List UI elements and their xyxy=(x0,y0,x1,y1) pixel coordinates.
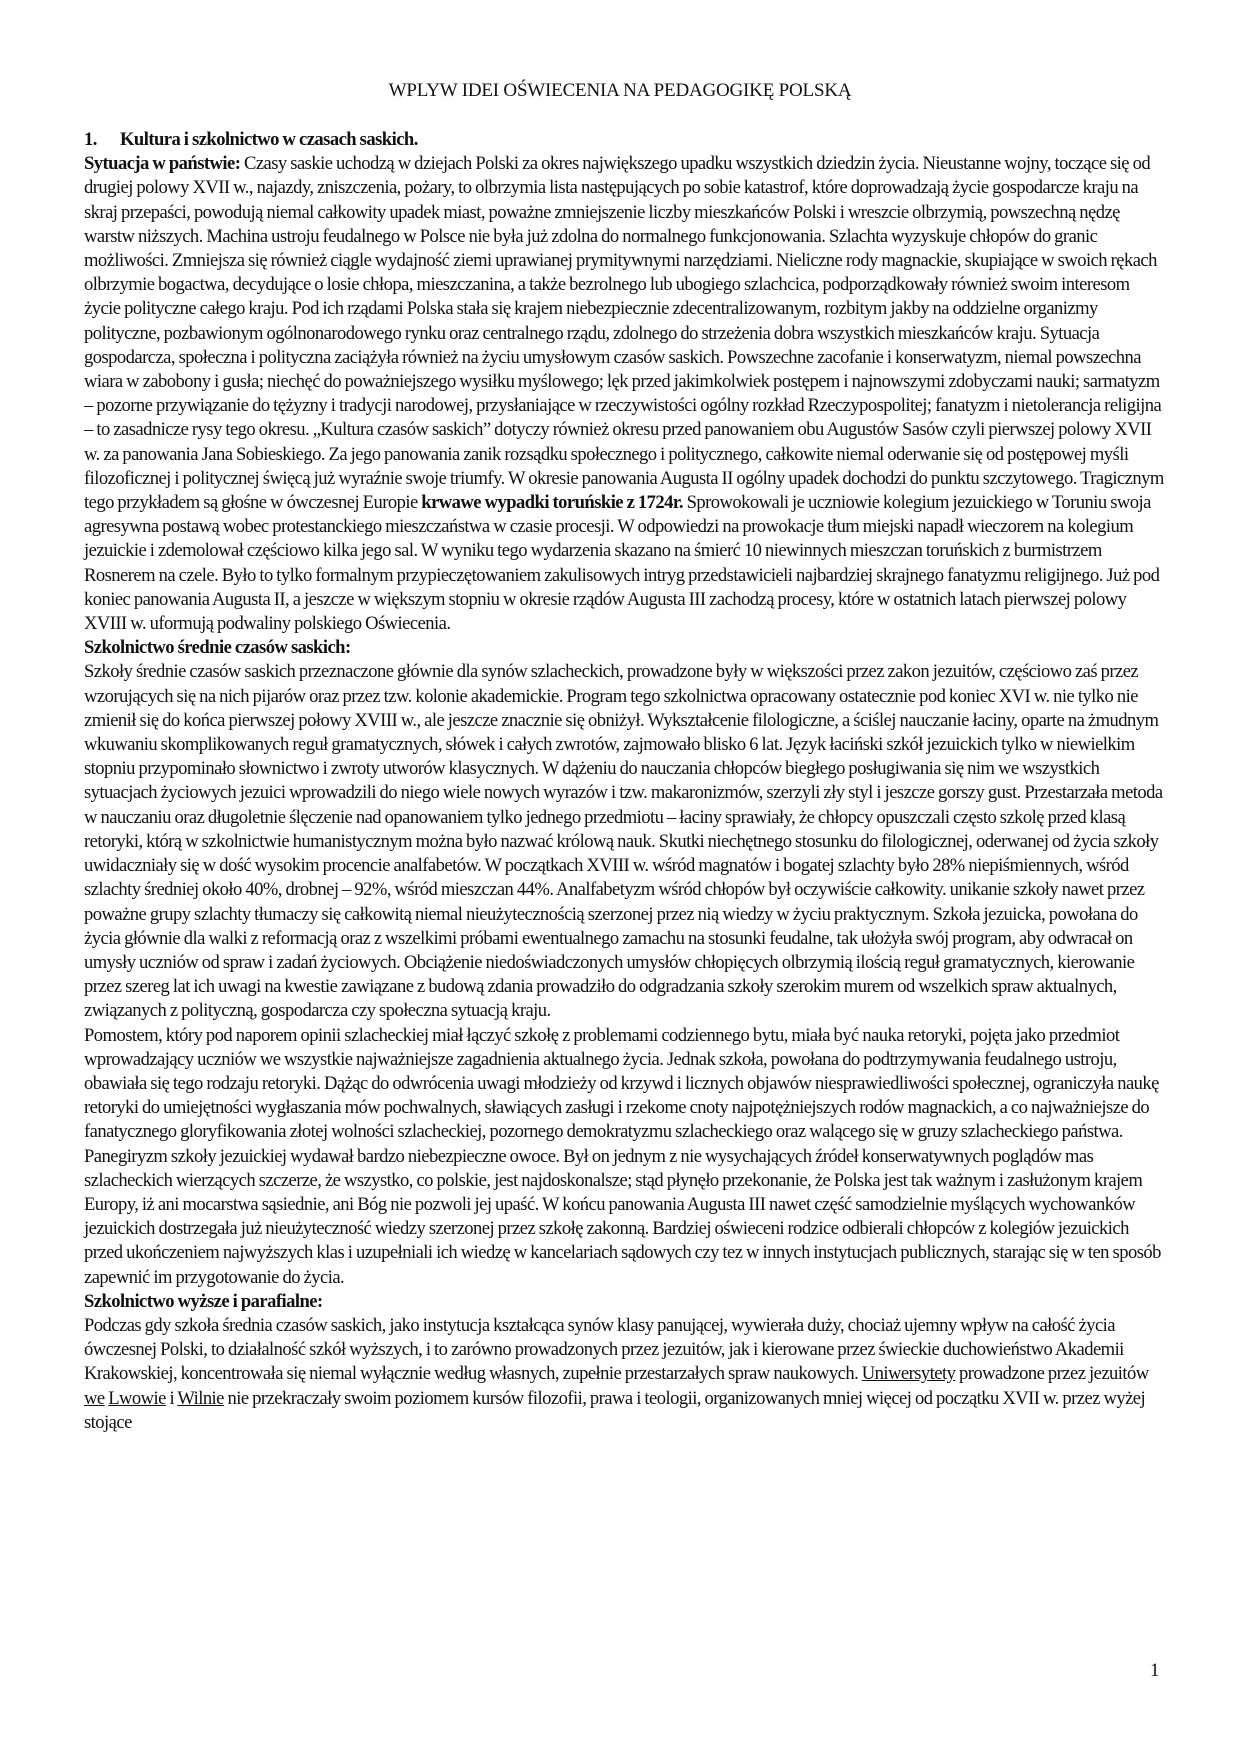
paragraph-text: Sprowokowali je uczniowie kolegium jezuickiego w Toruniu swoja agresywna postawą wobec protestanckiego mieszczaństwa w czasie procesji. W odpowiedzi na prowokacje tłum miejski napadł wieczorem na kolegium jezuickie i zdemolował częściowo kilka jego sal. W wyniku tego wydarzenia skazano na śmierć 10 niewinnych mieszczan toruńskich z burmistrzem Rosnerem na czele. Było to tylko formalnym przypieczętowaniem zakulisowych intryg przedstawicieli najbardziej skrajnego fanatyzmu religijnego. Już pod koniec panowania Augusta II, a jeszcze w większym stopniu w okresie rządów Augusta III zachodzą procesy, które w ostatnich latach pierwszej polowy XVIII w. uformują podwaliny polskiego Oświecenia. xyxy=(84,492,1160,635)
section-heading xyxy=(84,128,1164,152)
paragraph-text: nie przekraczały swoim poziomem kursów filozofii, prawa i teologii, organizowanych mniej więcej od początku XVII w. przez wyżej stojące xyxy=(84,1387,1146,1433)
document-body xyxy=(84,128,1164,1435)
link-universities[interactable]: Uniwersytety xyxy=(861,1363,956,1385)
paragraph-text: Podczas gdy szkoła średnia czasów saskich, jako instytucja kształcąca synów klasy panującej, wywierała duży, chociaż ujemny wpływ na całość życia ówczesnej Polski, to działalność szkół wyższych, i to zarówno prowadzonych przez jezuitów, jak i kierowane przez świeckie duchowieństwo Akademii Krakowskiej, koncentrowała się niemal wyłącznie według własnych, zupełnie przestarzałych spraw naukowych. xyxy=(84,1314,1124,1385)
section-title: Kultura i szkolnictwo w czasach saskich. xyxy=(120,129,418,150)
document-title: WPLYW IDEI OŚWIECENIA NA PEDAGOGIKĘ POLSKĄ xyxy=(388,80,852,101)
subheading-higher-schools: Szkolnictwo wyższe i parafialne: xyxy=(84,1290,323,1312)
paragraph-secondary-schools-1: Szkoły średnie czasów saskich przeznaczone głównie dla synów szlacheckich, prowadzone były w większości przez zakon jezuitów, częściowo zaś przez wzorujących się na nich pijarów oraz przez tzw. kolonie akademickie. Program tego szkolnictwa opracowany ostatecznie pod koniec XVI w. nie tylko nie zmienił się do końca pierwszej połowy XVIII w., ale jeszcze znacznie się obniżył. Wykształcenie filologiczne, a ściślej nauczanie łaciny, oparte na żmudnym wkuwaniu skomplikowanych reguł gramatycznych, słówek i całych zwrotów, zajmowało blisko 6 lat. Język łaciński szkół jezuickich tylko w niewielkim stopniu przypominało słownictwo i zwroty utworów klasycznych. W dążeniu do nauczania chłopców biegłego posługiwania się nim we wszystkich sytuacjach życiowych jezuici wprowadzili do niego wiele nowych wyrazów i tzw. makaronizmów, szerzyli zły styl i jeszcze gorszy gust. Przestarzała metoda w nauczaniu oraz długoletnie ślęczenie nad opanowaniem tylko jednego przedmiotu – łaciny sprawiały, że chłopcy opuszczali często szkolę przed klasą retoryki, którą w szkolnictwie humanistycznym można było nazwać królową nauk. Skutki niechętnego stosunku do filologicznej, oderwanej od życia szkoły uwidaczniały się w dość wysokim procencie analfabetów. W początkach XVIII w. wśród magnatów i bogatej szlachty było 28% niepiśmiennych, wśród szlachty średniej około 40%, drobnej – 92%, wśród mieszczan 44%. Analfabetyzm wśród chłopów był oczywiście całkowity. unikanie szkoły nawet przez poważne grupy szlachty tłumaczy się całkowitą niemal nieużytecznością szerzonej przez nią wiedzy w życiu praktycznym. Szkoła jezuicka, powołana do życia głównie dla walki z reformacją oraz z wszelkimi próbami ewentualnego zamachu na stosunki feudalne, tak ułożyła swój program, aby odwracał on umysły uczniów od spraw i zadań życiowych. Obciążenie niedoświadczonych umysłów chłopięcych olbrzymią ilością reguł gramatycznych, kierowanie przez szereg lat ich uwagi na kwestie zawiązane z budową zdania prowadziło do odgradzania szkoły szerokim murem od wszelkich spraw aktualnych, związanych z polityczną, gospodarcza czy społeczna sytuacją kraju. xyxy=(84,661,1163,1022)
paragraph-higher-schools xyxy=(84,1314,1164,1435)
subheading-secondary-schools: Szkolnictwo średnie czasów saskich: xyxy=(84,637,351,659)
page-number: 1 xyxy=(1150,1660,1160,1681)
paragraph-secondary-schools-2: Pomostem, który pod naporem opinii szlacheckiej miał łączyć szkołę z problemami codziennego bytu, miała być nauka retoryki, pojęta jako przedmiot wprowadzający uczniów we wszystkie najważniejsze zagadnienia aktualnego życia. Jednak szkoła, powołana do podtrzymywania feudalnego ustroju, obawiała się tego rodzaju retoryki. Dążąc do odwrócenia uwagi młodzieży od krzywd i licznych objawów niesprawiedliwości społecznej, ograniczyła naukę retoryki do umiejętności wygłaszania mów pochwalnych, sławiących zasługi i rzekome cnoty najpotężniejszych rodów magnackich, a co najważniejsze do fanatycznego gloryfikowania złotej wolności szlacheckiej, pozornego demokratyzmu szlacheckiego oraz walącego się w gruzy szlacheckiego państwa. Panegiryzm szkoły jezuickiej wydawał bardzo niebezpieczne owoce. Był on jednym z nie wysychających źródeł konserwatywnych poglądów mas szlacheckich wierzących szczerze, że wszystko, co polskie, jest najdoskonalsze; stąd płynęło przekonanie, że Polska jest tak ważnym i zasłużonym krajem Europy, iż ani mocarstwa sąsiednie, ani Bóg nie pozwoli jej upaść. W końcu panowania Augusta III nawet część samodzielnie myślących wychowanków jezuickich dostrzegała już nieużyteczność wiedzy szerzonej przez szkołę zakonną. Bardziej oświeceni rodzice odbierali chłopców z kolegiów jezuickich przed ukończeniem najwyższych klas i uzupełniali ich wiedzę w kancelariach sądowych czy tez w innych instytucjach publicznych, starając się w ten sposób zapewnić im przygotowanie do życia. xyxy=(84,1024,1161,1288)
bold-event: krwawe wypadki toruńskie z 1724r. xyxy=(421,492,683,514)
section-number: 1. xyxy=(84,129,97,150)
link-wilno[interactable]: Wilnie xyxy=(177,1387,224,1409)
paragraph-lead: Sytuacja w państwie: xyxy=(84,153,241,175)
paragraph-state-situation xyxy=(84,152,1164,636)
paragraph-text: prowadzone przez jezuitów xyxy=(955,1363,1149,1385)
link-we[interactable]: we xyxy=(84,1387,105,1409)
link-lwow[interactable]: Lwowie xyxy=(108,1387,166,1409)
paragraph-text: Czasy saskie uchodzą w dziejach Polski za okres największego upadku wszystkich dziedzin życia. Nieustanne wojny, toczące się od drugiej polowy XVII w., najazdy, zniszczenia, pożary, to olbrzymia lista następujących po sobie katastrof, które doprowadzają życie gospodarcze kraju na skraj przepaści, powodują niemal całkowity upadek miast, poważne zmniejszenie liczby mieszkańców Polski i wreszcie olbrzymią, powszechną nędzę warstw niższych. Machina ustroju feudalnego w Polsce nie była już zdolna do normalnego funkcjonowania. Szlachta wyzyskuje chłopów do granic możliwości. Zmniejsza się również ciągle wydajność ziemi uprawianej prymitywnymi narzędziami. Nieliczne rody magnackie, skupiające w swoich rękach olbrzymie bogactwa, decydujące o losie chłopa, mieszczanina, a także bezrolnego lub ubogiego szlachcica, podporządkowały również swoim interesom życie polityczne całego kraju. Pod ich rządami Polska stała się krajem niebezpiecznie zdecentralizowanym, rozbitym jakby na oddzielne organizmy polityczne, pozbawionym ogólnonarodowego rynku oraz centralnego rządu, zdolnego do strzeżenia dobra wszystkich mieszkańców kraju. Sytuacja gospodarcza, społeczna i polityczna zaciążyła również na życiu umysłowym czasów saskich. Powszechne zacofanie i konserwatyzm, niemal powszechna wiara w zabobony i gusła; niechęć do poważniejszego wysiłku myślowego; lęk przed jakimkolwiek postępem i najnowszymi zdobyczami nauki; sarmatyzm – pozorne przywiązanie do tężyzny i tradycji narodowej, przysłaniające w rzeczywistości ogólny rozkład Rzeczypospolitej; fanatyzm i nietolerancja religijna – to zasadnicze rysy tego okresu. „Kultura czasów saskich” dotyczy również okresu przed panowaniem obu Augustów Sasów czyli pierwszej polowy XVII w. za panowania Jana Sobieskiego. Za jego panowania zanik rozsądku społecznego i politycznego, całkowite niemal oderwanie się od postępowej myśli filozoficznej i politycznej święcą już wyraźnie swoje triumfy. W okresie panowania Augusta II ogólny upadek dochodzi do punktu szczytowego. Tragicznym tego przykładem są głośne w ówczesnej Europie xyxy=(84,153,1164,514)
paragraph-text: i xyxy=(165,1387,178,1409)
